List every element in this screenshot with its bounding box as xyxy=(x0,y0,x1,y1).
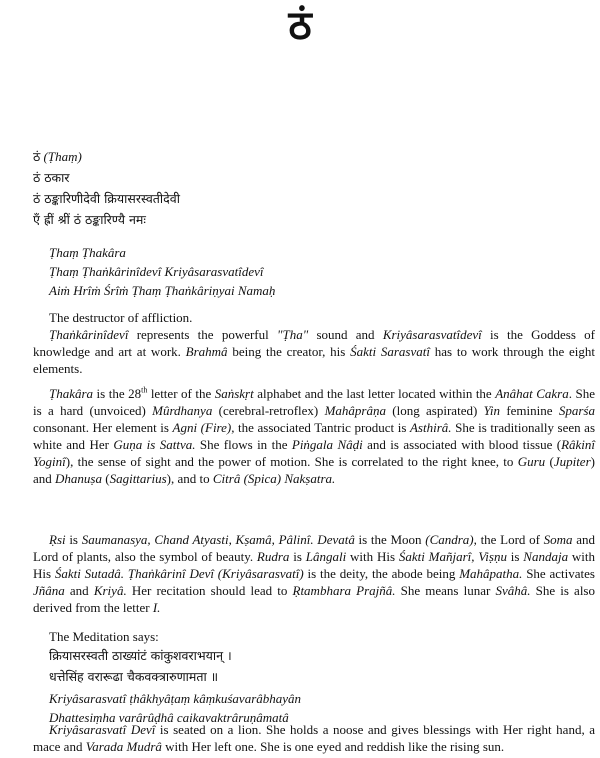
invocation-line-3: ठं ठङ्कारिणीदेवी क्रियासरस्वतीदेवी xyxy=(33,191,180,206)
meditation-devanagari-2: धत्तेसिंह वरारूढा चैकवक्त्रारुणामता ॥ xyxy=(49,669,219,684)
meditation-translit-2: Dhattesiṃha varârûḍhâ caikavaktrâruṇâmatâ xyxy=(49,710,289,725)
transliteration-block xyxy=(33,244,595,301)
devanagari-invocation xyxy=(33,148,595,232)
paragraph-2: Ṭhakâra is the 28th letter of the Saṅskṛt alphabet and the last letter located within the Anâhat Cakra. She is a hard (unvoiced) Mûrdhanya (cerebral-retroflex) Mahâprâṇa (long aspirated) Yin feminine Sparśa consonant. Her element is Agni (Fire), the associated Tantric product is Asthirâ. She is traditionally seen as white and Her Guṇa is Sattva. She flows in the Piṅgala Nâḍi and is associated with blood tissue (Râkinî Yoginî), the sense of sight and the power of motion. She is correlated to the right knee, to Guru (Jupiter) and Dhanuṣa (Sagittarius), and to Citrâ (Spica) Nakṣatra. xyxy=(33,385,596,486)
paragraph-1: Ṭhaṅkârinîdevî represents the powerful "Ṭha" sound and Kriyâsarasvatîdevî is the Goddess of knowledge and art at work. Brahmâ being the creator, his Śakti Sarasvatî has to work through the eight elements. xyxy=(33,327,596,376)
transliteration-line-1: Ṭhaṃ Ṭhakâra xyxy=(49,245,126,260)
invocation-line-1: ठं (Ṭhaṃ) xyxy=(33,149,82,164)
invocation-line-4: ऍं ह्रीं श्रीं ठं ठङ्कारिण्यै नमः xyxy=(33,212,146,227)
invocation-line-2: ठं ठकार xyxy=(33,170,70,185)
transliteration-line-3: Aiṁ Hrîṁ Śrîṁ Ṭhaṃ Ṭhaṅkâriṇyai Namaḥ xyxy=(49,283,276,298)
meditation-devanagari-1: क्रियासरस्वती ठाख्यांटं कांकुशवराभयान् । xyxy=(49,648,232,663)
destructor-line: The destructor of affliction. xyxy=(49,310,193,325)
meditation-translit-1: Kriyâsarasvatî ṭhâkhyâṭaṃ kâṃkuśavarâbhayân xyxy=(49,691,302,706)
meditation-label: The Meditation says: xyxy=(49,629,159,644)
paragraph-3: Ṛsi is Saumanasya, Chand Atyasti, Kṣamâ, Pâlinî. Devatâ is the Moon (Candra), the Lord of Soma and Lord of plants, also the symbol of beauty. Rudra is Lângali with His Śakti Mañjarî, Viṣṇu is Nandaja with His Śakti Sutadâ. Ṭhaṅkârinî Devî (Kriyâsarasvatî) is the deity, the abode being Mahâpatha. She activates Jñâna and Kriyâ. Her recitation should lead to Ṛtambhara Prajñâ. She means lunar Svâhâ. She is also derived from the letter I. xyxy=(33,532,596,615)
final-paragraph: Kriyâsarasvatî Devî is seated on a lion. She holds a noose and gives blessings with Her right hand, a mace and Varada Mudrâ with Her left one. She is one eyed and reddish like the rising sun. xyxy=(33,722,595,754)
meditation-block xyxy=(33,628,595,728)
transliteration-line-2: Ṭhaṃ Ṭhaṅkârinîdevî Kriyâsarasvatîdevî xyxy=(49,264,264,279)
header-glyph: ठं xyxy=(288,3,312,49)
